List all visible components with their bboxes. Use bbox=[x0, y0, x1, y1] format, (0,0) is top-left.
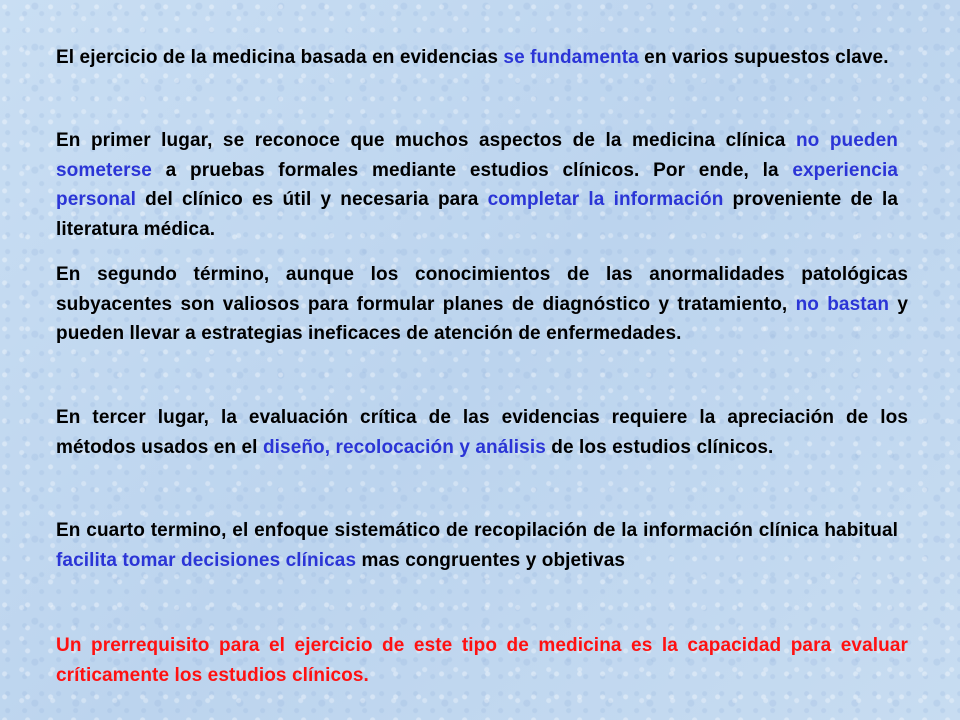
highlight-text: facilita tomar decisiones clínicas bbox=[56, 549, 357, 571]
text-segment: mas congruentes y objetivas bbox=[356, 549, 626, 571]
text-segment: proveniente de la literatura médica. bbox=[56, 189, 898, 240]
text-segment: En cuarto termino, el enfoque sistemático de recopilación de la información clínica habitual bbox=[56, 520, 909, 541]
highlight-text: no bastan bbox=[795, 293, 890, 315]
highlight-text: no pueden someterse bbox=[56, 130, 898, 181]
highlight-text: experiencia personal bbox=[56, 159, 898, 210]
highlight-text: se fundamenta bbox=[503, 47, 639, 68]
text-segment: a pruebas formales mediante estudios clínicos. Por ende, la bbox=[151, 159, 793, 181]
highlight-text: completar la información bbox=[487, 189, 724, 210]
text-segment: En segundo término, aunque los conocimientos de las anormalidades patológicas subyacentes son valiosos para formular planes de diagnóstico y tratamiento, bbox=[56, 264, 908, 315]
paragraph-second-point bbox=[56, 260, 908, 349]
text-segment: de los estudios clínicos. bbox=[545, 436, 774, 458]
paragraph-prerequisite: Un prerrequisito para el ejercicio de este tipo de medicina es la capacidad para evaluar críticamente los estudios clínicos. bbox=[56, 635, 908, 686]
paragraph-first-point bbox=[56, 126, 898, 244]
text-segment: En primer lugar, se reconoce que muchos aspectos de la medicina clínica bbox=[56, 130, 796, 151]
paragraph-intro bbox=[56, 43, 908, 73]
paragraph-third-point bbox=[56, 403, 908, 462]
text-segment: en varios supuestos clave. bbox=[638, 47, 889, 68]
highlight-text: diseño, recolocación y análisis bbox=[262, 436, 546, 458]
text-segment: y pueden llevar a estrategias ineficaces de atención de enfermedades. bbox=[56, 293, 908, 344]
text-segment: del clínico es útil y necesaria para bbox=[136, 189, 488, 210]
text-segment: En tercer lugar, la evaluación crítica de las evidencias requiere la apreciación de los métodos usados en el bbox=[56, 407, 908, 458]
text-segment: El ejercicio de la medicina basada en evidencias bbox=[56, 47, 504, 68]
paragraph-fourth-point bbox=[56, 516, 909, 575]
